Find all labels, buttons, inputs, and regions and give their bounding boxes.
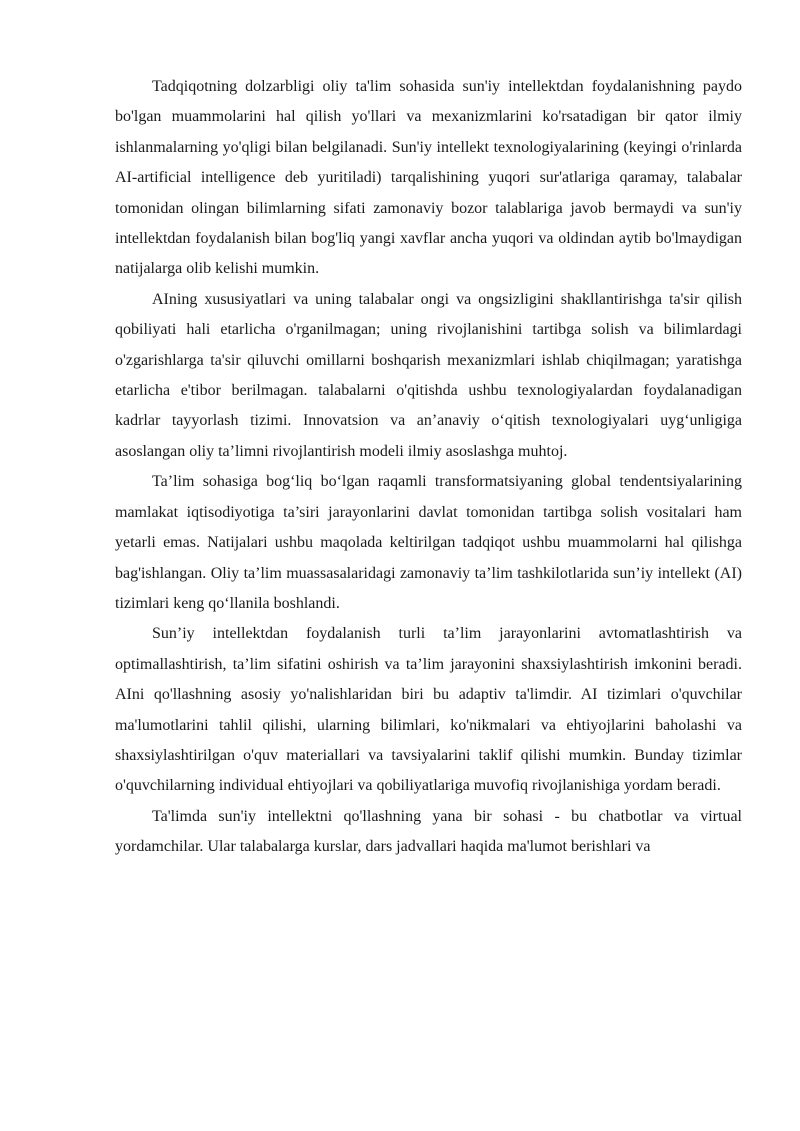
paragraph-3: Ta’lim sohasiga bog‘liq bo‘lgan raqamli transformatsiyaning global tendentsiyalarining mamlakat iqtisodiyotiga ta’siri jarayonlarini davlat tomonidan tartibga solish vositalari ham yetarli emas. Natijalari ushbu maqolada keltirilgan tadqiqot ushbu muammolarni hal qilishga bag'ishlangan. Oliy ta’lim muassasalaridagi zamonaviy ta’lim tashkilotlarida sun’iy intellekt (AI) tizimlari keng qo‘llanila boshlandi. bbox=[115, 473, 742, 612]
paragraph-5: Ta'limda sun'iy intellektni qo'llashning yana bir sohasi - bu chatbotlar va virtual yordamchilar. Ular talabalarga kurslar, dars jadvallari haqida ma'lumot berishlari va bbox=[115, 807, 742, 856]
paragraph-2: AIning xususiyatlari va uning talabalar ongi va ongsizligini shakllantirishga ta'sir qilish qobiliyati hali etarlicha o'rganilmagan; uning rivojlanishini tartibga solish va bilimlardagi o'zgarishlarga ta'sir qiluvchi omillarni boshqarish mexanizmlari ishlab chiqilmagan; yaratishga etarlicha e'tibor berilmagan. talabalarni o'qitishda ushbu texnologiyalardan foydalanadigan kadrlar tayyorlash tizimi. Innovatsion va an’anaviy o‘qitish texnologiyalari uyg‘unligiga asoslangan oliy ta’limni rivojlantirish modeli ilmiy asoslashga muhtoj. bbox=[115, 290, 742, 460]
paragraph-4: Sun’iy intellektdan foydalanish turli ta’lim jarayonlarini avtomatlashtirish va optimallashtirish, ta’lim sifatini oshirish va ta’lim jarayonini shaxsiylashtirish imkonini beradi. AIni qo'llashning asosiy yo'nalishlaridan biri bu adaptiv ta'limdir. AI tizimlari o'quvchilar ma'lumotlarini tahlil qilishi, ularning bilimlari, ko'nikmalari va ehtiyojlarini baholashi va shaxsiylashtirilgan o'quv materiallari va tavsiyalarini taklif qilishi mumkin. Bunday tizimlar o'quvchilarning individual ehtiyojlari va qobiliyatlariga muvofiq rivojlanishiga yordam beradi. bbox=[115, 625, 742, 795]
document-body bbox=[115, 72, 742, 863]
paragraph-1: Tadqiqotning dolzarbligi oliy ta'lim sohasida sun'iy intellektdan foydalanishning paydo bo'lgan muammolarini hal qilish yo'llari va mexanizmlarini ko'rsatadigan bir qator ilmiy ishlanmalarning yo'qligi bilan belgilanadi. Sun'iy intellekt texnologiyalarining (keyingi o'rinlarda AI-artificial intelligence deb yuritiladi) tarqalishining yuqori sur'atlariga qaramay, talabalar tomonidan olingan bilimlarning sifati zamonaviy bozor talablariga javob bermaydi va sun'iy intellektdan foydalanish bilan bog'liq yangi xavflar ancha yuqori va oldindan aytib bo'lmaydigan natijalarga olib kelishi mumkin. bbox=[115, 78, 742, 278]
